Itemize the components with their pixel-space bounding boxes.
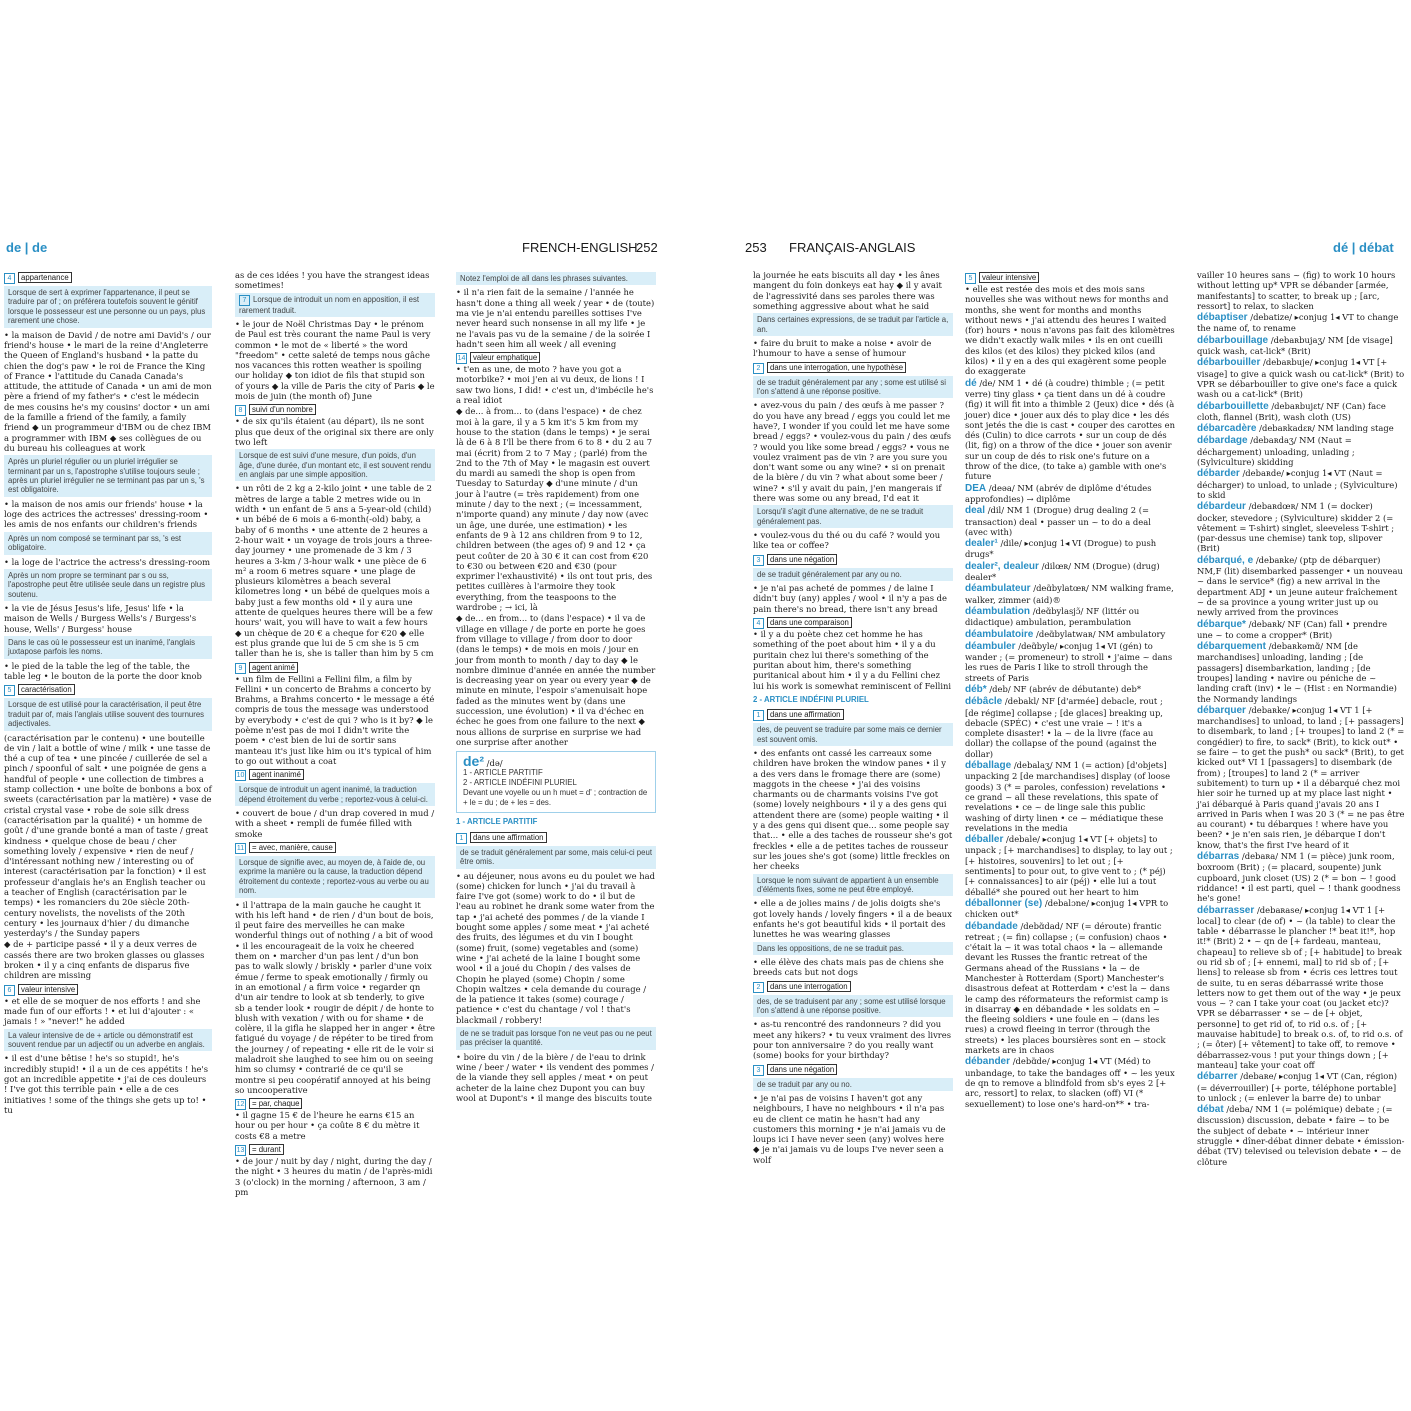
entry-body: /deɑ̃byle/ ▸conjug 1◂ VI (gén) to wander ; (= promeneur) to stroll • j'aime ~ dans les rues de Paris I like to stroll through the streets of Paris (965, 640, 1173, 683)
headword: débarras (1197, 851, 1240, 863)
entry-body: /deɑ̃bylasjɔ̃/ NF (littér ou didactique) ambulation, perambulation (965, 605, 1140, 628)
page-title: FRANÇAIS-ANGLAIS (789, 240, 916, 255)
headword: déambuler (965, 640, 1016, 652)
sense-number: 5 (4, 685, 15, 696)
usage-note: de ne se traduit pas lorsque l'on ne veut pas ou ne peut pas préciser la quantité. (456, 1027, 656, 1050)
usage-note-text: Lorsque de introduit un nom en apposition, il est rarement traduit. (239, 294, 420, 315)
left-page (0, 240, 680, 1197)
sense-number: 12 (236, 1101, 245, 1109)
entry-debarque-can (1197, 619, 1405, 641)
examples: • le pied de la table the leg of the table, the table leg • le bouton de la porte the door knob (4, 660, 202, 682)
entry-debarder (1197, 468, 1405, 500)
entry-body: /dile/ ▸conjug 1◂ VI (Drogue) to push drugs* (965, 538, 1157, 560)
examples: • elle élève des chats mais pas de chiens she breeds cats but not dogs (753, 956, 944, 978)
examples: • elle est restée des mois et des mois sans nouvelles she was without news for months and months, she went for months and months without news • j'ai attendu des heures I waited (for) hours • nous n'avons pas fait des kilomètres we didn't exactly walk miles • ils en ont cueilli des kilos (et des kilos) they picked kilos (and kilos) • il y en a des qui exagèrent some people do exaggerate (965, 284, 1175, 377)
sense-tag: agent inanimé (249, 769, 304, 780)
sense-tag: dans une négation (767, 1064, 837, 1075)
entry-debarquer (1197, 705, 1405, 850)
examples: • il l'attrapa de la main gauche he caught it with his left hand • de rien / d'un bout de bois, il peut faire des merveilles he can make wonderful things out of nothing / a bit of wood • il les encourageait de la voix he cheered them on • marcher d'un pas lent / d'un bon pas to walk slowly / briskly • parler d'une voix émue / ferme to speak emotionally / firmly ou in an emotional / a firm voice • regarder qn d'un air tendre to look at sb tenderly, to give sb a tender look • rougir de dépit / de honte to blush with vexation / with ou for shame • de colère, il la gifla he slapped her in anger • être fatigué du voyage / de répéter to be tired from the journey / of repeating • elle rit de le voir si maladroit she laughed to see him ou on seeing him so clumsy • contrarié de ce qu'il se montre si peu coopératif annoyed at his being so uncooperative (235, 899, 435, 1095)
examples: • un rôti de 2 kg a 2-kilo joint • une table de 2 mètres de large a table 2 metres wide ou in width • un enfant de 5 ans a 5-year-old (child) • un bébé de 6 mois a 6-month(-old) baby, a baby of 6 months • une attente de 2 heures a 2-hour wait • un voyage de trois jours a three-day journey • une promenade de 3 km / 3 heures a 3-km / 3-hour walk • une pièce de 6 m² a room 6 metres square • une plage de plusieurs kilomètres a beach several kilometres long • un bébé de quelques mois a baby just a few months old • il y aura une attente de quelques heures there will be a few hours' wait, you will have to wait a few hours ◆ un chèque de 20 € a cheque for €20 ◆ elle est plus grande que lui de 5 cm she is 5 cm taller than he is, she is taller than him by 5 cm (235, 483, 434, 659)
headword: déballonner (se) (965, 897, 1043, 909)
sense-number: 2 (753, 363, 764, 374)
examples: • le jour de Noël Christmas Day • le prénom de Paul est très courant the name Paul is very common • le mot de « liberté » the word "freedom" • cette saleté de temps nous gâche nos vacances this rotten weather is spoiling our holiday ◆ ton idiot de fils that stupid son of yours ◆ la ville de Paris the city of Paris ◆ le mois de juin (the month of) June (235, 319, 435, 402)
entry-body: /debale/ ▸conjug 1◂ VT [+ objets] to unpack ; [+ marchandises] to display, to lay out ; [+ histoires, souvenirs] to let out ; [+ sentiments] to pour out, to give vent to ; (* péj) [+ connaissances] to air (péj) • elle lui a tout déballé* she poured out her heart to him (965, 834, 1173, 897)
sense-number: 3 (753, 1065, 764, 1076)
entry-body: /debaʀkəmɑ̃/ NM [de marchandises] unloading, landing ; [de passagers] disembarkation, landing ; [de troupes] landing • navire ou péniche de ~ landing craft (inv) • le ~ (Hist : en Normandie) the Normandy landings (1197, 641, 1397, 704)
entry-debarque (1197, 555, 1405, 618)
examples: • avez-vous du pain / des œufs à me passer ? do you have any bread / eggs you could let me have?, I wonder if you could let me have some bread / eggs? • voulez-vous du pain / des œufs ? would you like some bread / eggs? • vous ne voulez vraiment pas de vin ? are you sure you don't want some ou any wine? • si on prenait de la bière / du vin ? what about some beer / wine? • s'il y avait du pain, j'en mangerais if there was some ou any bread, I'd eat it (753, 400, 952, 504)
usage-note: de se traduit par any ou no. (753, 1078, 953, 1091)
usage-note: de se traduit généralement par any ; some est utilisé si l'on s'attend à une réponse positive. (753, 376, 953, 399)
entry-body: /debakl/ NF [d'armée] debacle, rout ; [de régime] collapse ; [de glaces] breaking up, debacle (SPÉC) • c'est une vraie ~ ! it's a complete disaster! • la ~ de la livre (face au dollar) the collapse of the pound (against the dollar) (965, 696, 1163, 759)
sense-number: 1 (753, 710, 764, 721)
examples: • il est d'une bêtise ! he's so stupid!, he's incredibly stupid! • il a un de ces appétits ! he's got an incredible appetite • j'ai de ces douleurs ! I've got this terrible pain • elle a de ces initiatives ! some of the things she gets up to! • tu (4, 1053, 209, 1115)
entry-deal (965, 505, 1175, 537)
headword: débardage (1197, 435, 1248, 447)
examples: vailler 10 heures sans ~ (fig) to work 10 hours without letting up* VPR se débander [armée, manifestants] to scatter, to break up ; [arc, ressort] to relax, to slacken (1197, 270, 1396, 311)
entry-debarquement (1197, 641, 1405, 704)
left-column-2 (235, 270, 435, 1197)
entry-body: /debaʀkadɛʀ/ NM landing stage (1259, 423, 1394, 434)
examples: ◆ de... à from... to (dans l'espace) • de chez moi à la gare, il y a 5 km it's 5 km from my house to the station (dans le temps) • je serai là de 6 à 8 I'll be there from 6 to 8 • du 2 au 7 mai (écrit) from 2 to 7 May ; (parlé) from the 2nd to the 7th of May • le magasin est ouvert du mardi au samedi the shop is open from Tuesday to Saturday ◆ d'une minute / d'un jour à l'autre (= très rapidement) from one minute / day to the next ; (= incessamment, n'importe quand) any minute / day now (avec un âge, une durée, une estimation) • les enfants de 9 à 12 ans children from 9 to 12, children between (the ages of) 9 and 12 • ça peut coûter de 20 à 30 € it can cost from €20 to €30 ou between €20 and €30 (pour exprimer l'exhaustivité) • ils ont tout pris, des petites cuillères à l'armoire they took everything, from the teaspoons to the wardrobe ; → ici, là (456, 406, 653, 613)
examples: ◆ de + participe passé • il y a deux verres de cassés there are two broken glasses ou glasses broken • il y a cinq enfants de disparus five children are missing (4, 939, 205, 981)
sense-tag: dans une interrogation, une hypothèse (767, 362, 906, 373)
headword: débarquer (1197, 704, 1246, 716)
examples: • t'en as une, de moto ? have you got a motorbike? • moi j'en ai vu deux, de lions ! I saw two lions, I did! • c'est un, d'imbécile he's a real idiot (456, 364, 654, 406)
usage-note: Lorsque le nom suivant de appartient à un ensemble d'éléments fixes, some ne peut être employé. (753, 874, 953, 897)
entry-body: /debaʀke/ ▸conjug 1◂ VT 1 [+ marchandises] to unload, to land ; [+ passagers] to disembark, to land ; [+ troupes] to land 2 (* = congédier) to fire, to sack* (Brit), to kick out* • se faire ~ to get the push* ou sack* (Brit), to get kicked out* VI 1 [passagers] to disembark (de from) ; [troupes] to land 2 (* = arriver subitement) to turn up • il a débarqué chez moi hier soir he turned up at my place last night • j'ai débarqué à Paris quand j'avais 20 ans I arrived in Paris when I was 20 3 (* = ne pas être au courant) • tu débarques ! where have you been? • je n'en sais rien, je débarque I don't know, that's the first I've heard of it (1197, 704, 1405, 850)
entry-body: /dil/ NM 1 (Drogue) drug dealing 2 (= transaction) deal • passer un ~ to do a deal (avec with) (965, 505, 1151, 537)
sense-tag: caractérisation (18, 684, 75, 695)
entry-dealer1 (965, 538, 1175, 560)
usage-note: Après un nom propre se terminant par s ou ss, l'apostrophe peut être utilisée seule dans un registre plus soutenu. (4, 569, 212, 601)
entry-outline-item: 2 - ARTICLE INDÉFINI PLURIEL (463, 778, 577, 788)
entry-body: /debatize/ ▸conjug 1◂ VT to change the name of, to rename (1197, 312, 1399, 334)
entry-body: /deəa/ NM (abrév de diplôme d'études approfondies) → diplôme (965, 482, 1152, 504)
entry-body: /deba/ NM 1 (= polémique) debate ; (= discussion) discussion, debate • faire ~ to be the subject of debate • ~ intérieur inner struggle • dîner-débat dinner debate • émission-débat (TV) televised ou television debate • ~ de clôture (1197, 1104, 1405, 1167)
entry-body: /debaʀbujaʒ/ NM [de visage] quick wash, cat-lick* (Brit) (1197, 334, 1393, 357)
examples: ◆ de... en from... to (dans l'espace) • il va de village en village / de porte en porte he goes from village to village / from door to door (dans le temps) • de mois en mois / jour en jour from month to month / day to day ◆ le nombre diminue d'année en année the number is decreasing year on year ou every year ◆ de minute en minute, l'espoir s'amenuisait hope faded as the minutes went by (dans une succession, une évolution) • il va d'échec en échec he goes from one failure to the next ◆ nous allions de surprise en surprise we had one surprise after another (456, 613, 656, 747)
headword: dé (965, 377, 977, 389)
entry-body: /debaʀdœʀ/ NM 1 (= docker) docker, stevedore ; (Sylviculture) skidder 2 (= vêtement = T-shirt) singlet, sleeveless T-shirt ; (par-dessus une chemise) tank top, slipover (Brit) (1197, 501, 1395, 554)
headword: débardeur (1197, 501, 1246, 513)
entry-deambulateur (965, 583, 1175, 605)
entry-body: /debɑ̃dad/ NF (= déroute) frantic retreat ; (= fin) collapse ; (= confusion) chaos • c'était la ~ it was total chaos • la ~ allemande devant les Russes the frantic retreat of the Germans ahead of the Russians • la ~ de Manchester à Rotterdam (Sport) Manchester's disastrous defeat at Rotterdam • c'est la ~ dans le camp des réformateurs the reformist camp is in disarray ◆ en débandade • les soldats en ~ the fleeing soldiers • une foule en ~ (dans les rues) a crowd fleeing in terror (through the streets) • les places boursières sont en ~ stock markets are in chaos (965, 920, 1170, 1056)
entry-debarcadere (1197, 423, 1405, 434)
entry-debardage (1197, 435, 1405, 467)
headword: de² (463, 753, 484, 770)
sense-tag: valeur intensive (18, 984, 78, 995)
examples: • de six qu'ils étaient (au départ), ils ne sont plus que deux of the original six there are only two left (235, 416, 434, 447)
sense-number: 3 (753, 555, 764, 566)
headword: dealer¹ (965, 538, 998, 550)
headword: débarbouiller (1197, 357, 1261, 369)
headword: débâcle (965, 696, 1003, 708)
entry-body: /debaʀa/ NM 1 (= pièce) junk room, boxroom (Brit) ; (= placard, soupente) junk cupboard, junk closet (US) 2 (* = bon ~ ! good riddance! • il est parti, quel ~ ! thank goodness he's gone! (1197, 851, 1401, 904)
examples: • un film de Fellini a Fellini film, a film by Fellini • un concerto de Brahms a concerto by Brahms, a Brahms concerto • le message a été compris de tous the message was understood by everybody • c'est de qui ? who is it by? ◆ le poème n'est pas de moi I didn't write the poem • c'est bien de lui de sortir sans manteau it's just like him ou it's typical of him to go out without a coat (235, 673, 435, 766)
examples: • de jour / nuit by day / night, during the day / the night • 3 heures du matin / de l'après-midi 3 (o'clock) in the morning / afternoon, 3 am / pm (235, 1156, 433, 1197)
right-column-3 (1197, 270, 1405, 1170)
sense-tag: = avec, manière, cause (249, 842, 336, 853)
entry-deballage (965, 760, 1175, 833)
entry-body: /debaʀbuje/ ▸conjug 1◂ VT [+ visage] to give a quick wash ou cat-lick* (Brit) to VPR se débarbouiller to give one's face a quick wash ou a cat-lick* (Brit) (1197, 357, 1405, 400)
headword: déballer (965, 834, 1004, 846)
usage-note: Lorsqu'il s'agit d'une alternative, de ne se traduit généralement pas. (753, 505, 953, 528)
right-page (735, 240, 1411, 1180)
examples: • il y a du poète chez cet homme he has something of the poet about him • il y a du puritain chez lui there's something of the puritan about him, there's something puritanical about him • il y a du Fellini chez lui his work is somewhat reminiscent of Fellini (753, 629, 952, 691)
sense-tag: valeur intensive (979, 272, 1039, 283)
examples: • je n'ai pas acheté de pommes / de laine I didn't buy (any) apples / wool • il n'y a pas de pain there's no bread, there isn't any bread (753, 583, 947, 614)
headword: déballage (965, 760, 1012, 772)
usage-note: Lorsque de introduit un agent inanimé, la traduction dépend étroitement du verbe ; reportez-vous à celui-ci. (235, 783, 435, 806)
usage-note: La valeur intensive de de + article ou démonstratif est souvent rendue par un adjectif ou un adverbe en anglais. (4, 1029, 212, 1052)
headword: débarrasser (1197, 904, 1255, 916)
headword: débarque* (1197, 618, 1246, 630)
entry-dealer2 (965, 561, 1175, 583)
headword: débarbouillage (1197, 334, 1269, 346)
entry-body: /debalɔne/ ▸conjug 1◂ VPR to chicken out* (965, 897, 1169, 920)
sense-number: 7 (239, 295, 250, 306)
entry-body: /debaʀase/ ▸conjug 1◂ VT 1 [+ local] to clear (de of) • ~ (la table) to clear the table • débarrasse le plancher !* beat it!*, hop it!* (Brit) 2 • ~ qn de [+ fardeau, manteau, chapeau] to relieve sb of ; [+ habitude] to break ou rid sb of ; [+ ennemi, mal] to rid sb of ; [+ liens] to release sb from • écris ces lettres tout de suite, tu en seras débarrassé write those letters now to get them out of the way • je peux vous ~ ? can I take your coat (ou jacket etc)? VPR se débarrasser • se ~ de [+ objet, personne] to get rid of, to rid o.s. of ; [+ mauvaise habitude] to break o.s. of, to rid o.s. of ; (= ôter) [+ vêtement] to take off, to remove • débarrassez-vous ! put your things down ; [+ manteau] take your coat off (1197, 904, 1403, 1070)
examples: • elle a de jolies mains / de jolis doigts she's got lovely hands / lovely fingers • il a de beaux enfants he's got beautiful kids • il portait des lunettes he was wearing glasses (753, 898, 952, 940)
headword: débarquement (1197, 641, 1266, 653)
usage-note: des, de se traduisent par any ; some est utilisé lorsque l'on s'attend à une réponse positive. (753, 995, 953, 1018)
examples: • couvert de boue / d'un drap covered in mud / with a sheet • rempli de fumée filled with smoke (235, 808, 435, 839)
entry-debarbouillette (1197, 401, 1405, 423)
entry-debarbouiller (1197, 357, 1405, 399)
entry-debaptiser (1197, 312, 1405, 334)
sense-number: 5 (965, 273, 976, 284)
entry-body: /debaʀdaʒ/ NM (Naut = déchargement) unloading, unlading ; (Sylviculture) skidding (1197, 435, 1355, 468)
sense-tag: agent animé (249, 662, 298, 673)
examples: • la maison de nos amis our friends' house • la loge des actrices the actresses' dressing-room • les amis de nos enfants our children's friends (4, 498, 209, 530)
examples: • au déjeuner, nous avons eu du poulet we had (some) chicken for lunch • j'ai du travail à faire I've got (some) work to do • il but de l'eau au robinet he drank some water from the tap • j'ai acheté des pommes / de la viande I bought some apples / some meat • j'ai acheté des fruits, des légumes et du vin I bought (some) fruit, (some) vegetables and (some) wine • j'ai acheté de la laine I bought some wool • il a joué du Chopin / des valses de Chopin he played (some) Chopin / some Chopin waltzes • cela demande du courage / de la patience it takes (some) courage / patience • c'est du chantage / vol ! that's blackmail / robbery! (456, 870, 656, 1025)
right-column-1 (753, 270, 953, 1170)
headword: débarder (1197, 468, 1240, 480)
sense-number: 4 (753, 618, 764, 629)
entry-body: /debaʀke/ (ptp de débarquer) NM,F (lit) disembarked passenger • un nouveau ~ dans le service* (fig) a new arrival in the department ADJ • un jeune auteur fraîchement ~ de sa province a young writer just up ou newly arrived from the provinces (1197, 554, 1403, 618)
sense-number: 13 (236, 1147, 245, 1155)
examples: • la vie de Jésus Jesus's life, Jesus' life • la maison de Wells / Burgess Wells's / Burgess's house, Wells' / Burgess' house (4, 603, 197, 634)
headword: débaptiser (1197, 312, 1248, 324)
usage-note: de se traduit généralement par any ou no. (753, 568, 953, 581)
examples: • la maison de David / de notre ami David's / our friend's house • le mari de la reine d'Angleterre the Queen of England's husband • la patte du chien the dog's paw • le roi de France the King of France • l'attitude du Canada Canada's attitude, the attitude of Canada • un ami de mon père a friend of my father's • c'est le médecin de mes cousins he's my cousins' doctor • un ami de la famille a friend of the family, a family friend ◆ un programmeur d'IBM ou de chez IBM a programmer with IBM ◆ ses collègues de ou du bureau his colleagues at work (4, 329, 212, 453)
headword: débat (1197, 1104, 1224, 1116)
entry-body: /debaʀbujɛt/ NF (Can) face cloth, flannel (Brit), wash cloth (US) (1197, 400, 1386, 422)
sense-number: 10 (236, 772, 245, 780)
usage-note: de se traduit généralement par some, mais celui-ci peut être omis. (456, 846, 656, 869)
entry-body: /debaʀk/ NF (Can) fall • prendre une ~ to come a cropper* (Brit) (1197, 618, 1388, 640)
sense-tag: = par, chaque (249, 1098, 302, 1109)
usage-note: Lorsque de sert à exprimer l'appartenance, il peut se traduire par of ; on préférera toutefois souvent le génitif lorsque le possesseur est une personne ou un pays, plus rarement une chose. (4, 286, 212, 328)
entry-debat (1197, 1104, 1405, 1167)
entry-deambulatoire (965, 629, 1175, 640)
entry-body: /debalaʒ/ NM 1 (= action) [d'objets] unpacking 2 [de marchandises] display (of loose goods) 3 (* = paroles, confession) revelations • ce grand ~ all these revelations, this spate of revelations • ce ~ de linge sale this public washing of dirty linen • ce ~ médiatique these revelations in the media (965, 760, 1171, 833)
header-guide-words: de | de (6, 240, 48, 255)
entry-deballonner (965, 898, 1175, 920)
headword: débarqué, e (1197, 554, 1254, 566)
entry-de (965, 378, 1175, 482)
left-column-3 (456, 270, 656, 1170)
sense-tag: suivi d'un nombre (249, 404, 316, 415)
entry-debarras (1197, 851, 1405, 903)
entry-deambuler (965, 641, 1175, 683)
headword: déambulatoire (965, 628, 1034, 640)
usage-note: Notez l'emploi de all dans les phrases suivantes. (456, 272, 656, 285)
examples: • des enfants ont cassé les carreaux some children have broken the window panes • il y a des vers dans le fromage there are (some) maggots in the cheese • j'ai des voisins charmants ou de charmants voisins I've got (some) lovely neighbours • il y a des gens qui attendent there are (some) people waiting • il y a des gens qui disent que... some people say that... • elle a des taches de rousseur she's got freckles • elle a de petites taches de rousseur sur les joues she's got (some) little freckles on her cheeks (753, 747, 953, 872)
examples: • il gagne 15 € de l'heure he earns €15 an hour ou per hour • ça coûte 8 € du mètre it costs €8 a metre (235, 1110, 420, 1141)
sense-number: 8 (235, 405, 246, 416)
headword: DEA (965, 482, 987, 494)
entry-debarrer (1197, 1071, 1405, 1103)
entry-body: /debɑ̃de/ ▸conjug 1◂ VT (Méd) to unbandage, to take the bandages off • ~ les yeux de qn to remove a blindfold from sb's eyes 2 [+ arc, ressort] to relax, to slacken (off) VI (* sexuellement) to lose one's hard-on** • tra- (965, 1056, 1175, 1109)
entry-deballer (965, 834, 1175, 897)
pronunciation: /də/ (486, 758, 503, 769)
entry-dea (965, 483, 1175, 505)
page-number: 253 (745, 240, 767, 255)
sense-tag: dans une affirmation (470, 832, 547, 843)
usage-note: Lorsque de signifie avec, au moyen de, à l'aide de, ou exprime la manière ou la cause, la traduction dépend étroitement du contexte ; reportez-vous au verbe ou au nom. (235, 856, 435, 898)
usage-note: Après un nom composé se terminant par ss, 's est obligatoire. (4, 532, 212, 555)
sense-number: 2 (753, 982, 764, 993)
examples: as de ces idées ! you have the strangest ideas sometimes! (235, 270, 430, 291)
usage-note: Après un pluriel régulier ou un pluriel irrégulier se terminant par un s, l'apostrophe s'utilise toujours seule ; après un pluriel irrégulier ne se terminant pas par un s, 's est obligatoire. (4, 455, 212, 497)
sense-number: 6 (4, 985, 15, 996)
examples: • je n'ai pas de voisins I haven't got any neighbours, I have no neighbours • il n'a pas eu de client ce matin he hasn't had any customers this morning • je n'ai jamais vu de loups ici I have never seen (any) wolves here ◆ je n'ai jamais vu de loups I've never seen a wolf (753, 1092, 946, 1165)
examples: • as-tu rencontré des randonneurs ? did you meet any hikers? • tu veux vraiment des livres pour ton anniversaire ? do you really want (some) books for your birthday? (753, 1019, 952, 1061)
entry-body: /deb/ NF (abrév de débutante) deb* (989, 683, 1142, 694)
sense-tag: dans une affirmation (767, 709, 844, 720)
sense-tag: dans une négation (767, 554, 837, 565)
headword: débarbouillette (1197, 400, 1269, 412)
headword: débander (965, 1056, 1011, 1068)
entry-outline-note: Devant une voyelle ou un h muet = d' ; contraction de + le = du ; de + les = des. (463, 788, 648, 808)
headword: débandade (965, 920, 1018, 932)
entry-debandade (965, 921, 1175, 1056)
sense-tag: dans une comparaison (767, 617, 852, 628)
headword: dealer², dealeur (965, 560, 1039, 572)
usage-note (235, 293, 435, 317)
entry-debarbouillage (1197, 335, 1405, 357)
examples: • faire du bruit to make a noise • avoir de l'humour to have a sense of humour (753, 338, 932, 359)
entry-debarrasser (1197, 905, 1405, 1071)
sense-number: 14 (457, 355, 466, 363)
usage-note: Dans certaines expressions, de se traduit par l'article a, an. (753, 313, 953, 336)
examples: • boire du vin / de la bière / de l'eau to drink wine / beer / water • ils vendent des pommes / de la viande they sell apples / meat • on peut acheter de la laine chez Dupont you can buy wool at Dupont's • il mange des biscuits toute (456, 1051, 654, 1104)
sense-tag: appartenance (18, 272, 72, 283)
page-number: 252 (636, 240, 658, 255)
entry-body: /deɑ̃bylatœʀ/ NM walking frame, walker, zimmer (aid)® (965, 583, 1174, 605)
usage-note: Dans le cas où le possesseur est un inanimé, l'anglais juxtapose parfois les noms. (4, 636, 212, 659)
entry-body: /de/ NM 1 • dé (à coudre) thimble ; (= petit verre) tiny glass • ça tient dans un dé à coudre (fig) it will fit into a thimble 2 (Jeux) dice • dés (à jouer) dice • jouer aux dés to play dice • les dés sont jetés the die is cast • couper des carottes en dés (Culin) to dice carrots • sur un coup de dés (lit, fig) on a throw of the dice • jouer son avenir sur un coup de dés to risk one's future on a throw of the dice, (to take a) gamble with one's future (965, 377, 1175, 482)
entry-debander (965, 1056, 1175, 1108)
entry-debardeur (1197, 501, 1405, 553)
entry-body: /deɑ̃bylatwaʀ/ NM ambulatory (1036, 628, 1166, 639)
usage-note: Lorsque de est suivi d'une mesure, d'un poids, d'un âge, d'une durée, d'un montant etc, il est souvent rendu en anglais par une simple apposition. (235, 449, 435, 481)
usage-note: des, de peuvent se traduire par some mais ce dernier est souvent omis. (753, 723, 953, 746)
entry-debacle (965, 696, 1175, 759)
header-guide-words: dé | débat (1333, 240, 1394, 255)
examples: • il n'a rien fait de la semaine / l'année he hasn't done a thing all week / year • de (toute) ma vie je n'ai entendu pareilles sottises I've never heard such nonsense in all my life • je ne l'avais pas vu de la semaine / de la soirée I hadn't seen him all week / all evening (456, 287, 655, 349)
headword: débarrer (1197, 1071, 1238, 1083)
section-heading: 1 - ARTICLE PARTITIF (456, 817, 538, 827)
sense-number: 11 (236, 844, 245, 852)
sense-tag: dans une interrogation (767, 981, 851, 992)
left-column-1 (4, 270, 212, 1170)
examples: • la loge de l'actrice the actress's dressing-room (4, 556, 211, 567)
examples: la journée he eats biscuits all day • les ânes mangent du foin donkeys eat hay ◆ il y avait de l'agressivité dans ses paroles there was something aggressive about what he said (753, 270, 942, 311)
entry-body: /debaʀde/ ▸conjug 1◂ VT (Naut = décharger) to unload, to unlade ; (Sylviculture) to skid (1197, 468, 1398, 500)
usage-note: Dans les oppositions, de ne se traduit pas. (753, 942, 953, 955)
examples: • et elle de se moquer de nos efforts ! and she made fun of our efforts ! • et lui d'ajouter : « jamais ! » "never!" he added (4, 995, 201, 1027)
entry-outline-item: 1 - ARTICLE PARTITIF (463, 768, 543, 778)
entry-de2-box (456, 751, 656, 813)
headword: déambulation (965, 605, 1031, 617)
entry-deb (965, 684, 1175, 695)
headword: déambulateur (965, 583, 1031, 595)
examples: • voulez-vous du thé ou du café ? would you like tea or coffee? (753, 530, 941, 551)
headword: deal (965, 505, 986, 517)
sense-tag: valeur emphatique (470, 352, 540, 363)
examples: (caractérisation par le contenu) • une bouteille de vin / lait a bottle of wine / milk • une tasse de thé a cup of tea • une pincée / cuillerée de sel a pinch / spoonful of salt • une poignée de gens a handful of people • une collection de timbres a stamp collection • une boîte de bonbons a box of sweets (caractérisation par la matière) • vase de cristal crystal vase • robe de soie silk dress (caractérisation par la qualité) • un homme de goût / d'une grande bonté a man of taste / great kindness • quelque chose de beau / cher something lovely / expensive • rien de neuf / d'intéressant nothing new / interesting ou of interest (caractérisation par la fonction) • il est professeur d'anglais he's an English teacher ou a teacher of English (caractérisation par le temps) • les romanciers du 20e siècle 20th-century novelists, the novelists of the 20th century • les journaux d'hier / du dimanche yesterday's / the Sunday papers (4, 732, 212, 939)
sense-tag: = durant (249, 1144, 284, 1155)
sense-number: 9 (235, 663, 246, 674)
section-heading: 2 - ARTICLE INDÉFINI PLURIEL (753, 694, 869, 704)
headword: déb* (965, 683, 987, 695)
headword: débarcadère (1197, 423, 1257, 435)
entry-body: /dilœʀ/ NM (Drogue) (drug) dealer* (965, 560, 1160, 583)
right-column-2 (965, 270, 1175, 1170)
entry-body: /debaʀe/ ▸conjug 1◂ VT (Can, région) (= déverrouiller) [+ porte, téléphone portable] to unlock ; (= enlever la barre de) to unbar (1197, 1071, 1397, 1103)
entry-deambulation (965, 606, 1175, 628)
page-title: FRENCH-ENGLISH (522, 240, 638, 255)
usage-note: Lorsque de est utilisé pour la caractérisation, il peut être traduit par of, mais l'anglais utilise souvent des tournures adjectivales. (4, 698, 212, 730)
sense-number: 4 (4, 273, 15, 284)
sense-number: 1 (456, 833, 467, 844)
